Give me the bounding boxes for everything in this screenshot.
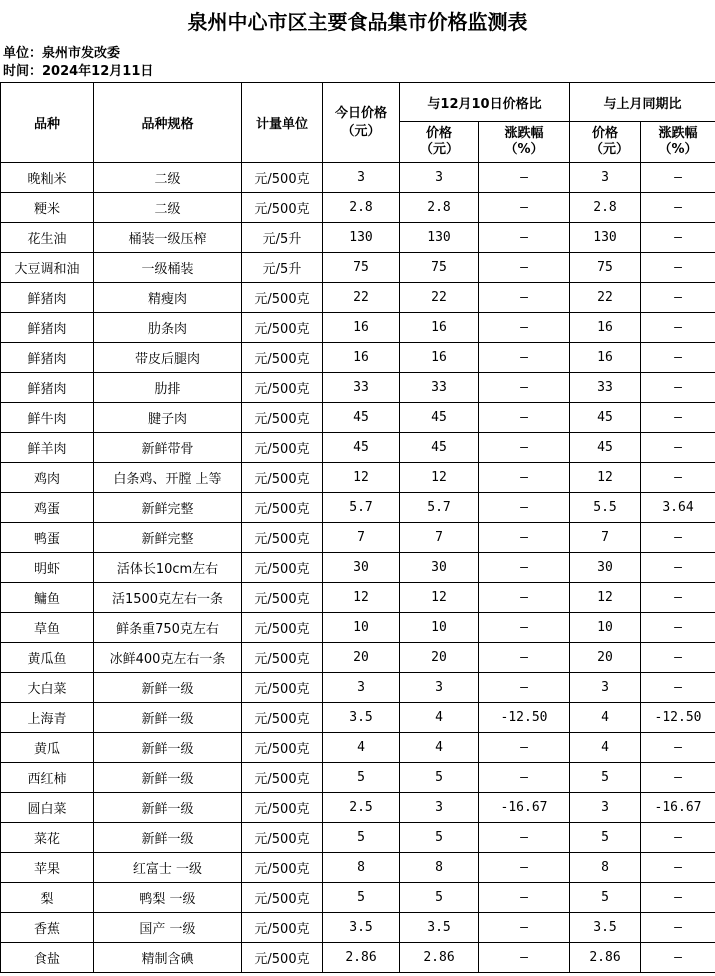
page-title: 泉州中心市区主要食品集市价格监测表: [187, 10, 528, 34]
variety-cell: 鲜猪肉: [1, 313, 94, 343]
today-price-cell: 16: [323, 343, 400, 373]
today-price-cell: 30: [323, 553, 400, 583]
prev-price-cell: 30: [400, 553, 479, 583]
unit-cell: 元/500克: [242, 403, 323, 433]
prev-change-cell: –: [479, 733, 570, 763]
table-row: [1, 763, 715, 793]
prev-change-cell: –: [479, 943, 570, 973]
variety-cell: 鲜羊肉: [1, 433, 94, 463]
variety-cell: 香蕉: [1, 913, 94, 943]
month-change-cell: –: [641, 463, 715, 493]
prev-change-cell: –: [479, 313, 570, 343]
table-row: [1, 883, 715, 913]
month-change-cell: –: [641, 253, 715, 283]
spec-cell: 一级桶装: [94, 253, 242, 283]
month-change-cell: 3.64: [641, 493, 715, 523]
today-price-cell: 2.8: [323, 193, 400, 223]
table-row: [1, 853, 715, 883]
unit-cell: 元/500克: [242, 883, 323, 913]
unit-cell: 元/500克: [242, 523, 323, 553]
month-price-cell: 3: [570, 793, 641, 823]
spec-cell: 冰鲜400克左右一条: [94, 643, 242, 673]
month-change-cell: –: [641, 163, 715, 193]
spec-cell: 二级: [94, 193, 242, 223]
table-body: [1, 163, 715, 973]
prev-price-cell: 2.86: [400, 943, 479, 973]
today-price-cell: 33: [323, 373, 400, 403]
prev-change-cell: –: [479, 493, 570, 523]
unit-cell: 元/500克: [242, 613, 323, 643]
prev-change-cell: –: [479, 223, 570, 253]
unit-cell: 元/500克: [242, 373, 323, 403]
month-price-cell: 5: [570, 763, 641, 793]
price-table: [0, 82, 715, 973]
today-price-cell: 2.86: [323, 943, 400, 973]
month-price-cell: 8: [570, 853, 641, 883]
unit-cell: 元/500克: [242, 313, 323, 343]
prev-price-cell: 130: [400, 223, 479, 253]
variety-cell: 粳米: [1, 193, 94, 223]
month-price-cell: 75: [570, 253, 641, 283]
table-row: [1, 373, 715, 403]
variety-cell: 鲜猪肉: [1, 343, 94, 373]
unit-cell: 元/500克: [242, 463, 323, 493]
today-price-cell: 3: [323, 673, 400, 703]
month-price-cell: 10: [570, 613, 641, 643]
spec-cell: 新鲜一级: [94, 823, 242, 853]
today-price-cell: 5: [323, 883, 400, 913]
spec-cell: 新鲜带骨: [94, 433, 242, 463]
prev-price-cell: 3: [400, 793, 479, 823]
header-vs-prev-day: 与12月10日价格比: [400, 83, 570, 122]
month-price-cell: 30: [570, 553, 641, 583]
table-row: [1, 313, 715, 343]
today-price-cell: 130: [323, 223, 400, 253]
month-change-cell: –: [641, 433, 715, 463]
header-spec: 品种规格: [94, 83, 242, 163]
month-price-cell: 5: [570, 883, 641, 913]
today-price-cell: 45: [323, 403, 400, 433]
table-row: [1, 343, 715, 373]
table-row: [1, 403, 715, 433]
today-price-cell: 5.7: [323, 493, 400, 523]
unit-cell: 元/500克: [242, 733, 323, 763]
table-row: [1, 493, 715, 523]
variety-cell: 梨: [1, 883, 94, 913]
table-row: [1, 193, 715, 223]
today-price-cell: 10: [323, 613, 400, 643]
spec-cell: 新鲜完整: [94, 523, 242, 553]
today-price-cell: 5: [323, 823, 400, 853]
prev-change-cell: -16.67: [479, 793, 570, 823]
table-row: [1, 613, 715, 643]
month-change-cell: –: [641, 373, 715, 403]
table-row: [1, 163, 715, 193]
unit-cell: 元/500克: [242, 943, 323, 973]
unit-cell: 元/5升: [242, 223, 323, 253]
table-row: [1, 223, 715, 253]
month-change-cell: –: [641, 883, 715, 913]
month-price-cell: 4: [570, 733, 641, 763]
spec-cell: 桶装一级压榨: [94, 223, 242, 253]
table-row: [1, 673, 715, 703]
unit-cell: 元/500克: [242, 163, 323, 193]
prev-price-cell: 5.7: [400, 493, 479, 523]
variety-cell: 鳙鱼: [1, 583, 94, 613]
today-price-cell: 8: [323, 853, 400, 883]
month-change-cell: –: [641, 343, 715, 373]
variety-cell: 鸡肉: [1, 463, 94, 493]
unit-cell: 元/500克: [242, 703, 323, 733]
month-price-cell: 12: [570, 463, 641, 493]
unit-cell: 元/500克: [242, 793, 323, 823]
prev-price-cell: 2.8: [400, 193, 479, 223]
month-price-cell: 45: [570, 433, 641, 463]
variety-cell: 花生油: [1, 223, 94, 253]
prev-change-cell: –: [479, 523, 570, 553]
prev-price-cell: 33: [400, 373, 479, 403]
today-price-cell: 3: [323, 163, 400, 193]
prev-change-cell: –: [479, 253, 570, 283]
unit-cell: 元/500克: [242, 193, 323, 223]
variety-cell: 苹果: [1, 853, 94, 883]
variety-cell: 明虾: [1, 553, 94, 583]
spec-cell: 活1500克左右一条: [94, 583, 242, 613]
table-row: [1, 733, 715, 763]
today-price-cell: 12: [323, 583, 400, 613]
variety-cell: 大白菜: [1, 673, 94, 703]
prev-price-cell: 5: [400, 883, 479, 913]
variety-cell: 草鱼: [1, 613, 94, 643]
month-price-cell: 16: [570, 313, 641, 343]
spec-cell: 精制含碘: [94, 943, 242, 973]
prev-change-cell: -12.50: [479, 703, 570, 733]
variety-cell: 鲜牛肉: [1, 403, 94, 433]
variety-cell: 食盐: [1, 943, 94, 973]
prev-price-cell: 5: [400, 823, 479, 853]
month-change-cell: –: [641, 823, 715, 853]
spec-cell: 国产 一级: [94, 913, 242, 943]
variety-cell: 上海青: [1, 703, 94, 733]
header-prev-change: 涨跌幅（%）: [479, 122, 570, 163]
today-price-cell: 12: [323, 463, 400, 493]
prev-change-cell: –: [479, 613, 570, 643]
month-change-cell: –: [641, 913, 715, 943]
table-row: [1, 283, 715, 313]
spec-cell: 新鲜一级: [94, 733, 242, 763]
month-change-cell: –: [641, 613, 715, 643]
unit-cell: 元/500克: [242, 283, 323, 313]
prev-change-cell: –: [479, 643, 570, 673]
prev-price-cell: 12: [400, 583, 479, 613]
unit-cell: 元/500克: [242, 673, 323, 703]
prev-change-cell: –: [479, 403, 570, 433]
month-price-cell: 16: [570, 343, 641, 373]
unit-cell: 元/5升: [242, 253, 323, 283]
month-change-cell: –: [641, 643, 715, 673]
prev-price-cell: 4: [400, 703, 479, 733]
header-month-price: 价格（元）: [570, 122, 641, 163]
month-price-cell: 3: [570, 673, 641, 703]
month-price-cell: 4: [570, 703, 641, 733]
prev-price-cell: 8: [400, 853, 479, 883]
prev-change-cell: –: [479, 283, 570, 313]
spec-cell: 红富士 一级: [94, 853, 242, 883]
today-price-cell: 4: [323, 733, 400, 763]
month-price-cell: 3.5: [570, 913, 641, 943]
spec-cell: 白条鸡、开膛 上等: [94, 463, 242, 493]
spec-cell: 鲜条重750克左右: [94, 613, 242, 643]
month-change-cell: –: [641, 193, 715, 223]
prev-change-cell: –: [479, 163, 570, 193]
issuer-line: 单位：泉州市发改委: [3, 46, 121, 61]
prev-change-cell: –: [479, 883, 570, 913]
spec-cell: 肋排: [94, 373, 242, 403]
variety-cell: 黄瓜鱼: [1, 643, 94, 673]
header-month-change: 涨跌幅（%）: [641, 122, 715, 163]
table-row: [1, 463, 715, 493]
prev-change-cell: –: [479, 583, 570, 613]
spec-cell: 新鲜一级: [94, 793, 242, 823]
unit-cell: 元/500克: [242, 823, 323, 853]
month-change-cell: –: [641, 523, 715, 553]
prev-price-cell: 75: [400, 253, 479, 283]
table-row: [1, 703, 715, 733]
prev-change-cell: –: [479, 823, 570, 853]
month-change-cell: -16.67: [641, 793, 715, 823]
month-change-cell: –: [641, 943, 715, 973]
header-prev-price: 价格（元）: [400, 122, 479, 163]
today-price-cell: 45: [323, 433, 400, 463]
spec-cell: 新鲜一级: [94, 703, 242, 733]
prev-change-cell: –: [479, 343, 570, 373]
month-change-cell: –: [641, 553, 715, 583]
today-price-cell: 3.5: [323, 703, 400, 733]
today-price-cell: 16: [323, 313, 400, 343]
variety-cell: 大豆调和油: [1, 253, 94, 283]
today-price-cell: 7: [323, 523, 400, 553]
variety-cell: 晚籼米: [1, 163, 94, 193]
month-price-cell: 7: [570, 523, 641, 553]
unit-cell: 元/500克: [242, 343, 323, 373]
today-price-cell: 20: [323, 643, 400, 673]
month-price-cell: 130: [570, 223, 641, 253]
header-variety: 品种: [1, 83, 94, 163]
prev-price-cell: 3: [400, 163, 479, 193]
unit-cell: 元/500克: [242, 583, 323, 613]
month-change-cell: –: [641, 313, 715, 343]
variety-cell: 鸡蛋: [1, 493, 94, 523]
prev-price-cell: 45: [400, 403, 479, 433]
month-change-cell: –: [641, 283, 715, 313]
spec-cell: 活体长10cm左右: [94, 553, 242, 583]
today-price-cell: 75: [323, 253, 400, 283]
unit-cell: 元/500克: [242, 493, 323, 523]
unit-cell: 元/500克: [242, 553, 323, 583]
prev-change-cell: –: [479, 913, 570, 943]
unit-cell: 元/500克: [242, 643, 323, 673]
table-row: [1, 913, 715, 943]
unit-cell: 元/500克: [242, 763, 323, 793]
prev-change-cell: –: [479, 673, 570, 703]
month-price-cell: 33: [570, 373, 641, 403]
table-row: [1, 433, 715, 463]
prev-price-cell: 16: [400, 313, 479, 343]
month-price-cell: 5: [570, 823, 641, 853]
header-vs-last-month: 与上月同期比: [570, 83, 715, 122]
spec-cell: 二级: [94, 163, 242, 193]
prev-change-cell: –: [479, 553, 570, 583]
month-change-cell: -12.50: [641, 703, 715, 733]
variety-cell: 西红柿: [1, 763, 94, 793]
table-row: [1, 523, 715, 553]
month-change-cell: –: [641, 403, 715, 433]
today-price-cell: 5: [323, 763, 400, 793]
table-row: [1, 643, 715, 673]
table-row: [1, 553, 715, 583]
variety-cell: 菜花: [1, 823, 94, 853]
prev-price-cell: 12: [400, 463, 479, 493]
table-row: [1, 823, 715, 853]
prev-change-cell: –: [479, 463, 570, 493]
table-row: [1, 253, 715, 283]
month-price-cell: 5.5: [570, 493, 641, 523]
month-change-cell: –: [641, 853, 715, 883]
month-price-cell: 2.8: [570, 193, 641, 223]
prev-price-cell: 45: [400, 433, 479, 463]
header-unit: 计量单位: [242, 83, 323, 163]
month-change-cell: –: [641, 763, 715, 793]
table-row: [1, 583, 715, 613]
spec-cell: 新鲜一级: [94, 763, 242, 793]
prev-price-cell: 3: [400, 673, 479, 703]
month-price-cell: 3: [570, 163, 641, 193]
spec-cell: 带皮后腿肉: [94, 343, 242, 373]
variety-cell: 黄瓜: [1, 733, 94, 763]
spec-cell: 新鲜完整: [94, 493, 242, 523]
prev-price-cell: 5: [400, 763, 479, 793]
prev-change-cell: –: [479, 433, 570, 463]
unit-cell: 元/500克: [242, 853, 323, 883]
prev-change-cell: –: [479, 763, 570, 793]
prev-price-cell: 16: [400, 343, 479, 373]
variety-cell: 鲜猪肉: [1, 283, 94, 313]
variety-cell: 鲜猪肉: [1, 373, 94, 403]
month-change-cell: –: [641, 223, 715, 253]
month-change-cell: –: [641, 673, 715, 703]
prev-price-cell: 20: [400, 643, 479, 673]
prev-change-cell: –: [479, 853, 570, 883]
month-price-cell: 22: [570, 283, 641, 313]
date-line: 时间：2024年12月11日: [3, 64, 154, 79]
spec-cell: 精瘦肉: [94, 283, 242, 313]
month-change-cell: –: [641, 583, 715, 613]
prev-price-cell: 4: [400, 733, 479, 763]
spec-cell: 新鲜一级: [94, 673, 242, 703]
today-price-cell: 22: [323, 283, 400, 313]
prev-change-cell: –: [479, 373, 570, 403]
month-price-cell: 20: [570, 643, 641, 673]
spec-cell: 鸭梨 一级: [94, 883, 242, 913]
month-price-cell: 45: [570, 403, 641, 433]
month-price-cell: 2.86: [570, 943, 641, 973]
variety-cell: 鸭蛋: [1, 523, 94, 553]
table-row: [1, 943, 715, 973]
spec-cell: 腱子肉: [94, 403, 242, 433]
month-change-cell: –: [641, 733, 715, 763]
table-header: [1, 83, 715, 163]
spec-cell: 肋条肉: [94, 313, 242, 343]
prev-price-cell: 7: [400, 523, 479, 553]
unit-cell: 元/500克: [242, 913, 323, 943]
today-price-cell: 2.5: [323, 793, 400, 823]
prev-price-cell: 22: [400, 283, 479, 313]
table-row: [1, 793, 715, 823]
variety-cell: 圆白菜: [1, 793, 94, 823]
prev-price-cell: 3.5: [400, 913, 479, 943]
month-price-cell: 12: [570, 583, 641, 613]
header-today-price: 今日价格（元）: [323, 83, 400, 163]
unit-cell: 元/500克: [242, 433, 323, 463]
prev-price-cell: 10: [400, 613, 479, 643]
prev-change-cell: –: [479, 193, 570, 223]
today-price-cell: 3.5: [323, 913, 400, 943]
